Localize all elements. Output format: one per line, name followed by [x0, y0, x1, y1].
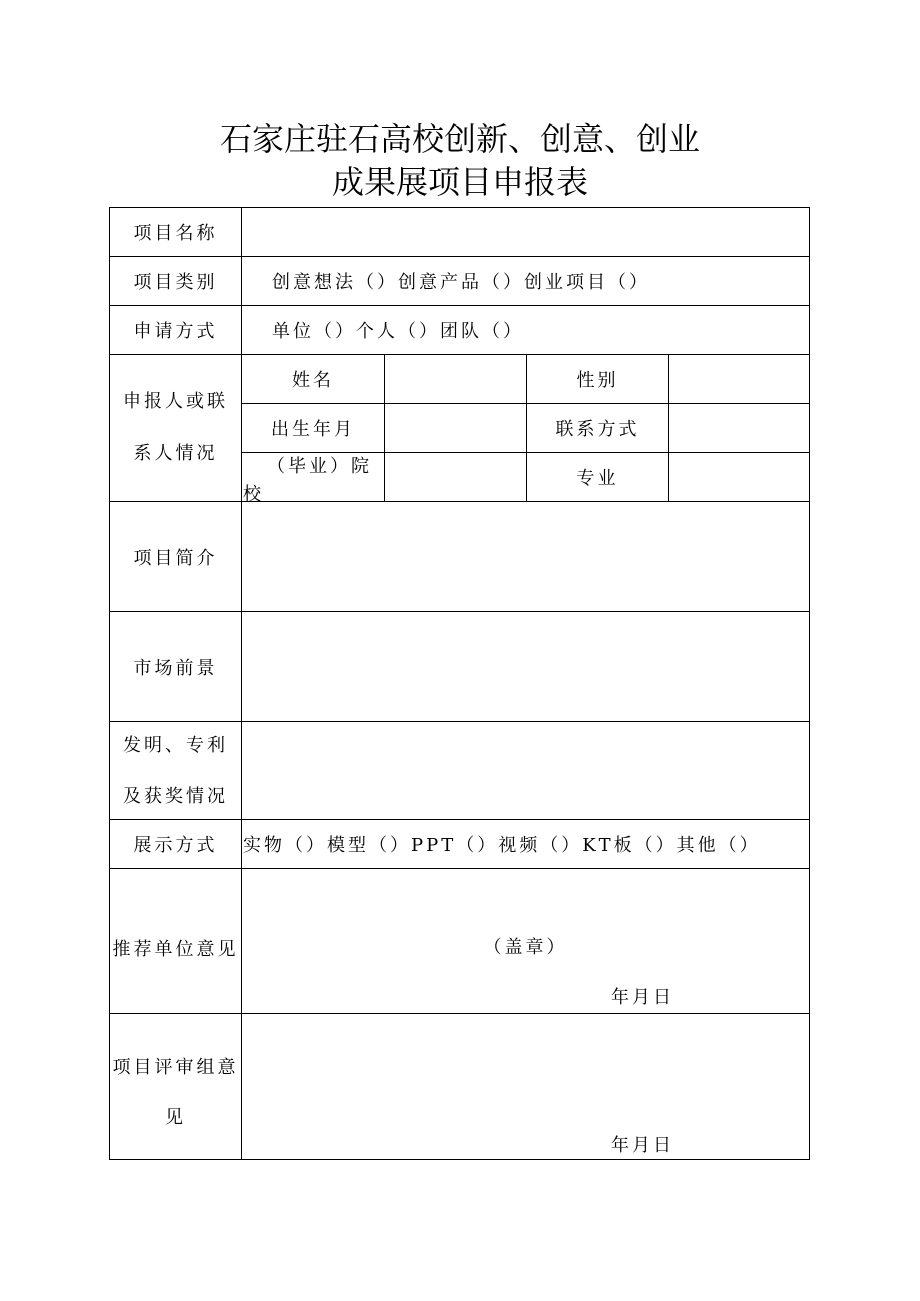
project-intro-label: 项目简介: [110, 502, 242, 612]
name-field[interactable]: [385, 355, 527, 404]
school-label-line: （毕业）院: [267, 456, 372, 477]
project-name-label: 项目名称: [110, 208, 242, 257]
review-panel-label-line: 项目评审组意: [112, 1057, 239, 1078]
seal-placeholder: （盖章）: [483, 937, 568, 958]
project-intro-field[interactable]: [242, 502, 810, 612]
display-method-options[interactable]: 实物（）模型（）PPT（）视频（）KT板（）其他（）: [242, 820, 810, 869]
gender-label: 性别: [527, 355, 669, 404]
applicant-info-label-line: 系人情况: [133, 443, 218, 464]
birth-date-label: 出生年月: [242, 404, 385, 453]
market-outlook-field[interactable]: [242, 612, 810, 722]
gender-field[interactable]: [669, 355, 810, 404]
title-line-1: 石家庄驻石高校创新、创意、创业: [219, 121, 700, 157]
market-outlook-label: 市场前景: [110, 612, 242, 722]
document-title: [0, 118, 920, 204]
school-field[interactable]: [385, 453, 527, 502]
application-form-table: [109, 207, 810, 1160]
application-type-label: 申请方式: [110, 306, 242, 355]
school-label: [242, 453, 385, 502]
birth-date-field[interactable]: [385, 404, 527, 453]
name-label: 姓名: [242, 355, 385, 404]
major-field[interactable]: [669, 453, 810, 502]
applicant-info-label: [110, 355, 242, 502]
contact-label: 联系方式: [527, 404, 669, 453]
review-panel-label: [110, 1014, 242, 1160]
patents-awards-label: [110, 722, 242, 820]
review-panel-field[interactable]: [242, 1014, 810, 1160]
recommending-unit-field[interactable]: [242, 869, 810, 1014]
patents-awards-label-line: 及获奖情况: [123, 785, 228, 807]
major-label: 专业: [527, 453, 669, 502]
review-date: 年月日: [611, 1135, 674, 1156]
applicant-info-label-line: 申报人或联: [123, 391, 228, 412]
school-label-line: 校: [243, 484, 264, 502]
review-panel-label-line: 见: [165, 1107, 186, 1128]
recommending-unit-label: 推荐单位意见: [110, 869, 242, 1014]
contact-field[interactable]: [669, 404, 810, 453]
patents-awards-field[interactable]: [242, 722, 810, 820]
project-category-options[interactable]: 创意想法（）创意产品（）创业项目（）: [242, 257, 810, 306]
patents-awards-label-line: 发明、专利: [123, 734, 228, 756]
title-line-2: 成果展项目申报表: [331, 164, 588, 200]
project-name-field[interactable]: [242, 208, 810, 257]
project-category-label: 项目类别: [110, 257, 242, 306]
recommending-date: 年月日: [611, 987, 674, 1008]
application-type-options[interactable]: 单位（）个人（）团队（）: [242, 306, 810, 355]
display-method-label: 展示方式: [110, 820, 242, 869]
